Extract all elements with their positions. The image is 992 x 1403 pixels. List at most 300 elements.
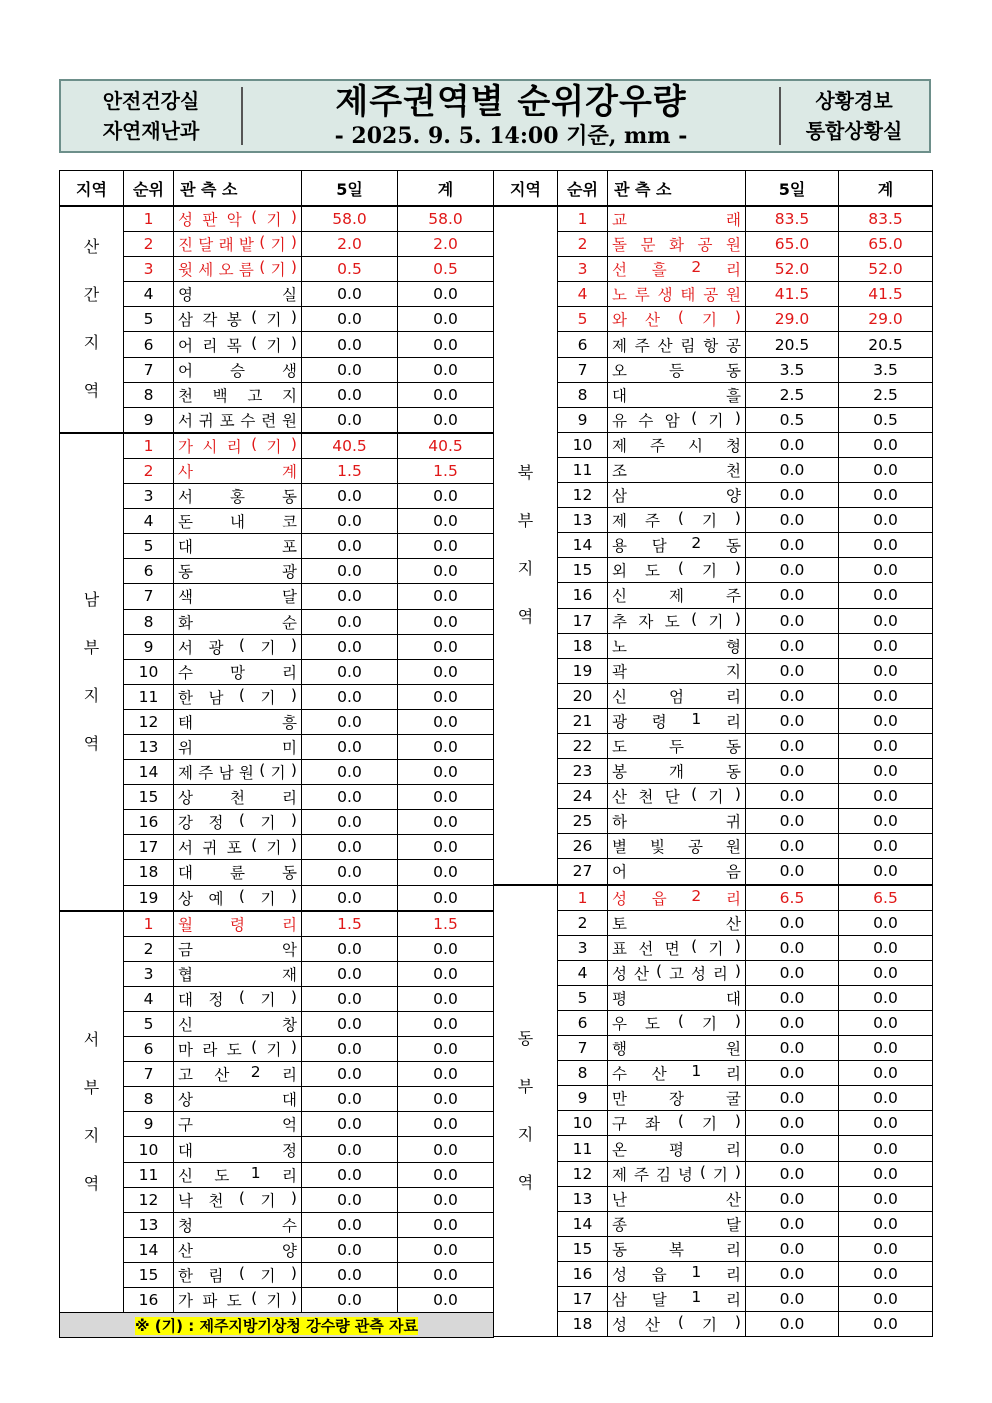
rank-cell: 4 bbox=[124, 282, 174, 307]
station-cell bbox=[608, 985, 746, 1010]
rank-cell: 15 bbox=[124, 785, 174, 810]
total-value: 40.5 bbox=[398, 433, 494, 459]
region-label bbox=[494, 206, 558, 885]
rank-cell: 9 bbox=[124, 1112, 174, 1137]
station-name: 유 수 암 ( 기 ) bbox=[612, 408, 741, 430]
col-station-label: 관 측 소 bbox=[180, 179, 238, 199]
table-row bbox=[494, 533, 933, 558]
table-row bbox=[60, 484, 494, 509]
total-value: 0.0 bbox=[398, 1062, 494, 1087]
table-row bbox=[494, 633, 933, 658]
total-value: 0.0 bbox=[398, 1288, 494, 1313]
table-row bbox=[494, 457, 933, 482]
station-cell bbox=[608, 733, 746, 758]
station-name: 평 대 bbox=[612, 989, 741, 1008]
five-day-value: 0.0 bbox=[302, 659, 398, 684]
table-row bbox=[60, 1262, 494, 1287]
station-name: 강 정 ( 기 ) bbox=[178, 811, 297, 833]
five-day-value: 0.0 bbox=[302, 307, 398, 332]
five-day-value: 0.0 bbox=[746, 533, 839, 558]
five-day-value: 0.0 bbox=[746, 960, 839, 985]
total-value: 0.0 bbox=[398, 659, 494, 684]
five-day-value: 0.0 bbox=[746, 1086, 839, 1111]
station-cell bbox=[608, 1211, 746, 1236]
table-row bbox=[494, 859, 933, 885]
station-cell bbox=[608, 834, 746, 859]
total-value: 20.5 bbox=[839, 332, 933, 357]
rank-cell: 10 bbox=[124, 659, 174, 684]
total-value: 0.0 bbox=[398, 534, 494, 559]
rank-cell: 8 bbox=[124, 1087, 174, 1112]
station-name: 신 제 주 bbox=[612, 587, 741, 606]
five-day-value: 0.0 bbox=[746, 583, 839, 608]
station-name: 행 원 bbox=[612, 1040, 741, 1059]
station-name: 와 산 ( 기 ) bbox=[612, 308, 741, 330]
five-day-value: 0.0 bbox=[746, 1161, 839, 1186]
table-row bbox=[494, 1086, 933, 1111]
station-cell bbox=[608, 759, 746, 784]
station-name: 수 산 1 리 bbox=[612, 1062, 741, 1084]
station-name: 서 귀 포 수 련 원 bbox=[178, 411, 297, 430]
region-label bbox=[60, 433, 124, 911]
five-day-value: 0.0 bbox=[302, 382, 398, 407]
five-day-value: 0.0 bbox=[302, 484, 398, 509]
station-cell bbox=[608, 407, 746, 432]
station-name: 태 흥 bbox=[178, 713, 297, 732]
rank-cell: 6 bbox=[558, 1011, 608, 1036]
five-day-value: 0.0 bbox=[302, 760, 398, 785]
total-value: 1.5 bbox=[398, 911, 494, 937]
table-row bbox=[60, 835, 494, 860]
rank-cell: 3 bbox=[124, 961, 174, 986]
table-row bbox=[60, 1212, 494, 1237]
station-name: 종 달 bbox=[612, 1215, 741, 1234]
station-name: 서 홍 동 bbox=[178, 488, 297, 507]
station-cell bbox=[608, 1061, 746, 1086]
station-cell bbox=[174, 1288, 302, 1313]
station-cell bbox=[174, 307, 302, 332]
station-name: 용 담 2 동 bbox=[612, 534, 741, 556]
five-day-value: 83.5 bbox=[746, 206, 839, 232]
total-value: 0.0 bbox=[839, 457, 933, 482]
total-value: 0.0 bbox=[398, 1262, 494, 1287]
five-day-value: 0.0 bbox=[302, 1037, 398, 1062]
table-row bbox=[60, 986, 494, 1011]
station-cell bbox=[608, 683, 746, 708]
five-day-value: 0.0 bbox=[746, 834, 839, 859]
table-row bbox=[60, 709, 494, 734]
station-cell bbox=[174, 534, 302, 559]
total-value: 41.5 bbox=[839, 282, 933, 307]
table-row bbox=[494, 1036, 933, 1061]
station-name: 상 대 bbox=[178, 1091, 297, 1110]
five-day-value: 0.0 bbox=[746, 1287, 839, 1312]
station-name: 천 백 고 지 bbox=[178, 386, 297, 405]
table-row bbox=[494, 809, 933, 834]
total-value: 0.0 bbox=[398, 1037, 494, 1062]
station-cell bbox=[608, 533, 746, 558]
five-day-value: 1.5 bbox=[302, 911, 398, 937]
total-value: 0.0 bbox=[839, 1011, 933, 1036]
rank-cell: 17 bbox=[558, 1287, 608, 1312]
rank-cell: 2 bbox=[558, 232, 608, 257]
table-row bbox=[60, 307, 494, 332]
table-row bbox=[60, 609, 494, 634]
footnote-text: ※ (기) : 제주지방기상청 강수량 관측 자료 bbox=[135, 1316, 418, 1335]
total-value: 0.0 bbox=[839, 910, 933, 935]
station-cell bbox=[608, 960, 746, 985]
table-row bbox=[60, 860, 494, 885]
rank-cell: 16 bbox=[558, 583, 608, 608]
table-row bbox=[494, 885, 933, 911]
five-day-value: 40.5 bbox=[302, 433, 398, 459]
five-day-value: 0.0 bbox=[302, 282, 398, 307]
rank-cell: 9 bbox=[124, 634, 174, 659]
table-row bbox=[60, 382, 494, 407]
five-day-value: 0.0 bbox=[746, 1211, 839, 1236]
table-header-row bbox=[494, 171, 933, 207]
station-name: 온 평 리 bbox=[612, 1140, 741, 1159]
station-name: 고 산 2 리 bbox=[178, 1063, 297, 1085]
station-cell bbox=[608, 282, 746, 307]
five-day-value: 0.0 bbox=[302, 559, 398, 584]
station-name: 한 남 ( 기 ) bbox=[178, 685, 297, 707]
total-value: 0.0 bbox=[398, 810, 494, 835]
col-rank: 순위 bbox=[558, 171, 608, 207]
total-value: 0.0 bbox=[398, 484, 494, 509]
five-day-value: 0.0 bbox=[746, 1111, 839, 1136]
total-value: 0.0 bbox=[839, 1211, 933, 1236]
station-cell bbox=[174, 433, 302, 459]
station-cell bbox=[608, 885, 746, 911]
five-day-value: 0.0 bbox=[302, 584, 398, 609]
total-value: 0.0 bbox=[398, 1237, 494, 1262]
rank-cell: 9 bbox=[558, 1086, 608, 1111]
station-cell bbox=[608, 859, 746, 885]
station-cell bbox=[174, 357, 302, 382]
total-value: 0.0 bbox=[839, 1036, 933, 1061]
station-cell bbox=[174, 1087, 302, 1112]
rank-cell: 17 bbox=[558, 608, 608, 633]
five-day-value: 0.0 bbox=[746, 457, 839, 482]
table-row bbox=[494, 910, 933, 935]
station-name: 난 산 bbox=[612, 1190, 741, 1209]
rank-cell: 11 bbox=[558, 1136, 608, 1161]
five-day-value: 0.0 bbox=[302, 534, 398, 559]
total-value: 83.5 bbox=[839, 206, 933, 232]
rank-cell: 13 bbox=[558, 508, 608, 533]
five-day-value: 58.0 bbox=[302, 206, 398, 232]
total-value: 0.0 bbox=[398, 709, 494, 734]
station-name: 신 도 1 리 bbox=[178, 1163, 297, 1185]
total-value: 0.0 bbox=[839, 683, 933, 708]
station-cell bbox=[174, 282, 302, 307]
station-name: 청 수 bbox=[178, 1216, 297, 1235]
footnote-row bbox=[60, 1313, 494, 1338]
total-value: 0.0 bbox=[398, 785, 494, 810]
table-row bbox=[494, 658, 933, 683]
rank-cell: 16 bbox=[558, 1261, 608, 1286]
table-row bbox=[60, 1187, 494, 1212]
rank-cell: 3 bbox=[558, 257, 608, 282]
station-name: 성 산 ( 고 성 리 ) bbox=[612, 961, 741, 983]
table-row bbox=[494, 1111, 933, 1136]
rank-cell: 17 bbox=[124, 835, 174, 860]
rank-cell: 1 bbox=[558, 885, 608, 911]
five-day-value: 0.0 bbox=[746, 1036, 839, 1061]
total-value: 0.0 bbox=[839, 658, 933, 683]
table-row bbox=[494, 357, 933, 382]
total-value: 65.0 bbox=[839, 232, 933, 257]
table-row bbox=[494, 1161, 933, 1186]
station-cell bbox=[174, 810, 302, 835]
station-name: 대 정 ( 기 ) bbox=[178, 987, 297, 1009]
total-value: 29.0 bbox=[839, 307, 933, 332]
rank-cell: 26 bbox=[558, 834, 608, 859]
office-line-1: 상황경보 bbox=[815, 89, 893, 113]
station-name: 사 계 bbox=[178, 462, 297, 481]
five-day-value: 0.0 bbox=[302, 357, 398, 382]
col-5day: 5일 bbox=[746, 171, 839, 207]
col-total: 계 bbox=[398, 171, 494, 207]
five-day-value: 0.5 bbox=[302, 257, 398, 282]
total-value: 0.0 bbox=[398, 357, 494, 382]
rank-cell: 13 bbox=[558, 1186, 608, 1211]
station-name: 돌 문 화 공 원 bbox=[612, 236, 741, 255]
rank-cell: 11 bbox=[124, 684, 174, 709]
table-row bbox=[60, 433, 494, 459]
report-datetime: - 2025. 9. 5. 14:00 기준, mm - bbox=[334, 123, 688, 149]
station-name: 제 주 ( 기 ) bbox=[612, 509, 741, 531]
five-day-value: 0.0 bbox=[746, 1061, 839, 1086]
five-day-value: 0.0 bbox=[302, 684, 398, 709]
total-value: 2.0 bbox=[398, 232, 494, 257]
table-row bbox=[60, 885, 494, 911]
total-value: 1.5 bbox=[398, 458, 494, 483]
total-value: 0.5 bbox=[398, 257, 494, 282]
total-value: 0.0 bbox=[839, 633, 933, 658]
five-day-value: 0.0 bbox=[746, 985, 839, 1010]
station-name: 조 천 bbox=[612, 461, 741, 480]
station-cell bbox=[174, 760, 302, 785]
station-name: 하 귀 bbox=[612, 813, 741, 832]
station-name: 월 령 리 bbox=[178, 915, 297, 934]
station-name: 마 라 도 ( 기 ) bbox=[178, 1038, 297, 1060]
region-text: 남 부 지 역 bbox=[83, 589, 100, 753]
rank-cell: 13 bbox=[124, 1212, 174, 1237]
station-name: 영 실 bbox=[178, 286, 297, 305]
five-day-value: 0.0 bbox=[302, 634, 398, 659]
table-row bbox=[494, 1261, 933, 1286]
table-row bbox=[60, 534, 494, 559]
region-label bbox=[60, 206, 124, 433]
station-cell bbox=[608, 1261, 746, 1286]
five-day-value: 0.0 bbox=[302, 810, 398, 835]
table-row bbox=[494, 232, 933, 257]
total-value: 0.0 bbox=[839, 1086, 933, 1111]
table-row bbox=[60, 1237, 494, 1262]
region-label bbox=[60, 911, 124, 1313]
rank-cell: 14 bbox=[558, 1211, 608, 1236]
station-name: 신 창 bbox=[178, 1016, 297, 1035]
total-value: 0.0 bbox=[398, 559, 494, 584]
five-day-value: 2.5 bbox=[746, 382, 839, 407]
station-cell bbox=[174, 232, 302, 257]
station-name: 성 산 ( 기 ) bbox=[612, 1313, 741, 1335]
station-cell bbox=[608, 583, 746, 608]
region-label bbox=[494, 885, 558, 1337]
five-day-value: 0.0 bbox=[302, 1137, 398, 1162]
five-day-value: 0.0 bbox=[302, 1062, 398, 1087]
station-cell bbox=[608, 307, 746, 332]
station-name: 표 선 면 ( 기 ) bbox=[612, 936, 741, 958]
rainfall-table-right bbox=[493, 170, 933, 1337]
table-row bbox=[494, 382, 933, 407]
department-line-1: 안전건강실 bbox=[102, 89, 200, 113]
station-name: 어 승 생 bbox=[178, 361, 297, 380]
table-row bbox=[494, 583, 933, 608]
station-cell bbox=[608, 1287, 746, 1312]
table-row bbox=[60, 559, 494, 584]
five-day-value: 0.0 bbox=[746, 432, 839, 457]
rank-cell: 7 bbox=[124, 584, 174, 609]
col-station-label: 관 측 소 bbox=[614, 179, 672, 199]
five-day-value: 20.5 bbox=[746, 332, 839, 357]
rank-cell: 5 bbox=[124, 307, 174, 332]
station-cell bbox=[174, 634, 302, 659]
five-day-value: 0.0 bbox=[302, 1288, 398, 1313]
five-day-value: 41.5 bbox=[746, 282, 839, 307]
rank-cell: 2 bbox=[124, 458, 174, 483]
station-name: 신 엄 리 bbox=[612, 687, 741, 706]
five-day-value: 0.0 bbox=[746, 1312, 839, 1337]
total-value: 0.0 bbox=[839, 1287, 933, 1312]
page-title: 제주권역별 순위강우량 bbox=[335, 82, 687, 122]
rank-cell: 6 bbox=[124, 1037, 174, 1062]
total-value: 0.0 bbox=[398, 1187, 494, 1212]
five-day-value: 6.5 bbox=[746, 885, 839, 911]
station-name: 우 도 ( 기 ) bbox=[612, 1012, 741, 1034]
station-cell bbox=[174, 911, 302, 937]
five-day-value: 0.0 bbox=[302, 961, 398, 986]
station-name: 동 광 bbox=[178, 563, 297, 582]
total-value: 0.0 bbox=[398, 407, 494, 433]
station-cell bbox=[174, 709, 302, 734]
rank-cell: 19 bbox=[558, 658, 608, 683]
total-value: 0.0 bbox=[398, 936, 494, 961]
total-value: 52.0 bbox=[839, 257, 933, 282]
table-row bbox=[60, 659, 494, 684]
total-value: 0.0 bbox=[839, 1312, 933, 1337]
five-day-value: 65.0 bbox=[746, 232, 839, 257]
rank-cell: 25 bbox=[558, 809, 608, 834]
table-header-row bbox=[60, 171, 494, 207]
station-cell bbox=[608, 809, 746, 834]
station-cell bbox=[174, 584, 302, 609]
table-row bbox=[494, 759, 933, 784]
table-row bbox=[494, 332, 933, 357]
total-value: 0.0 bbox=[839, 1186, 933, 1211]
rank-cell: 1 bbox=[124, 433, 174, 459]
total-value: 0.0 bbox=[398, 282, 494, 307]
table-row bbox=[60, 509, 494, 534]
table-row bbox=[60, 1062, 494, 1087]
station-name: 대 정 bbox=[178, 1141, 297, 1160]
col-station bbox=[174, 171, 302, 207]
rank-cell: 22 bbox=[558, 733, 608, 758]
station-name: 구 억 bbox=[178, 1116, 297, 1135]
station-cell bbox=[608, 382, 746, 407]
table-row bbox=[60, 684, 494, 709]
five-day-value: 0.0 bbox=[302, 1237, 398, 1262]
rank-cell: 18 bbox=[124, 860, 174, 885]
station-name: 대 륜 동 bbox=[178, 864, 297, 883]
rank-cell: 8 bbox=[558, 382, 608, 407]
rank-cell: 8 bbox=[124, 382, 174, 407]
total-value: 0.0 bbox=[839, 859, 933, 885]
rank-cell: 7 bbox=[558, 357, 608, 382]
five-day-value: 0.0 bbox=[302, 709, 398, 734]
station-cell bbox=[174, 885, 302, 911]
rank-cell: 3 bbox=[124, 484, 174, 509]
station-cell bbox=[174, 860, 302, 885]
station-name: 삼 각 봉 ( 기 ) bbox=[178, 308, 297, 330]
station-cell bbox=[608, 1312, 746, 1337]
rank-cell: 3 bbox=[124, 257, 174, 282]
five-day-value: 0.0 bbox=[746, 910, 839, 935]
station-cell bbox=[174, 257, 302, 282]
table-row bbox=[60, 584, 494, 609]
five-day-value: 2.0 bbox=[302, 232, 398, 257]
rank-cell: 12 bbox=[124, 1187, 174, 1212]
table-row bbox=[60, 1037, 494, 1062]
rank-cell: 5 bbox=[124, 1012, 174, 1037]
office-box bbox=[779, 81, 929, 151]
total-value: 0.0 bbox=[839, 1111, 933, 1136]
total-value: 0.0 bbox=[398, 584, 494, 609]
five-day-value: 0.0 bbox=[746, 608, 839, 633]
rank-cell: 21 bbox=[558, 708, 608, 733]
total-value: 0.0 bbox=[398, 1087, 494, 1112]
station-name: 만 장 굴 bbox=[612, 1090, 741, 1109]
station-name: 별 빛 공 원 bbox=[612, 838, 741, 857]
table-row bbox=[494, 733, 933, 758]
total-value: 0.0 bbox=[398, 860, 494, 885]
five-day-value: 0.0 bbox=[746, 508, 839, 533]
five-day-value: 29.0 bbox=[746, 307, 839, 332]
station-name: 어 리 목 ( 기 ) bbox=[178, 333, 297, 355]
station-cell bbox=[608, 1011, 746, 1036]
rank-cell: 8 bbox=[124, 609, 174, 634]
rank-cell: 1 bbox=[558, 206, 608, 232]
rank-cell: 20 bbox=[558, 683, 608, 708]
table-row bbox=[494, 257, 933, 282]
table-row bbox=[494, 683, 933, 708]
five-day-value: 0.0 bbox=[302, 860, 398, 885]
table-row bbox=[494, 508, 933, 533]
total-value: 0.0 bbox=[398, 1012, 494, 1037]
total-value: 58.0 bbox=[398, 206, 494, 232]
total-value: 0.0 bbox=[398, 835, 494, 860]
station-name: 광 령 1 리 bbox=[612, 709, 741, 731]
five-day-value: 0.0 bbox=[302, 332, 398, 357]
five-day-value: 0.0 bbox=[302, 1262, 398, 1287]
station-name: 한 림 ( 기 ) bbox=[178, 1263, 297, 1285]
rank-cell: 2 bbox=[124, 936, 174, 961]
table-row bbox=[494, 1211, 933, 1236]
rank-cell: 4 bbox=[558, 960, 608, 985]
station-name: 진 달 래 밭 ( 기 ) bbox=[178, 233, 297, 255]
